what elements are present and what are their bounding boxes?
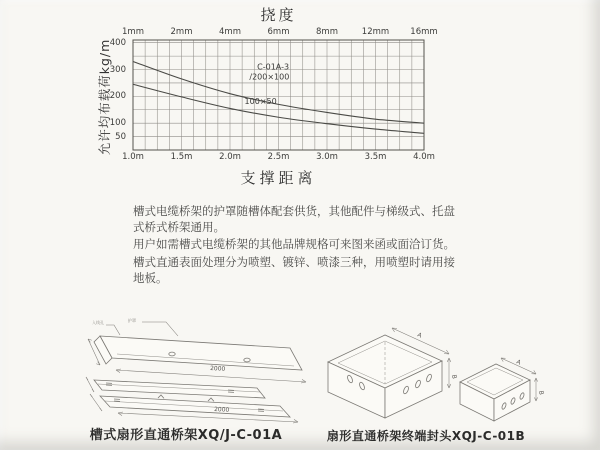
endcap1-height-dim-text: B <box>450 374 458 380</box>
top-tick-label: 1mm <box>122 27 144 37</box>
x-tick-label: 3.5m <box>364 152 387 162</box>
endcap-drawing-svg <box>310 322 545 424</box>
x-tick-label: 2.5m <box>267 152 290 162</box>
y-tick-label: 100 <box>109 118 126 129</box>
leader-line-2 <box>142 322 178 336</box>
leader-label-1: 入线孔 <box>92 320 104 325</box>
x-axis-ticks <box>122 152 435 164</box>
paragraph-cover-supply: 槽式电缆桥架的护罩随槽体配套供货，其他配件与梯级式、托盘式桥式桥架通用。 <box>133 204 455 235</box>
y-tick-label: 400 <box>109 37 126 48</box>
y-axis-label: 允许均布载荷kg/m <box>97 38 112 156</box>
deflection-plot-area <box>133 40 424 150</box>
x-tick-label: 4.0m <box>413 152 435 162</box>
tray-drawing-svg <box>62 314 310 422</box>
leader-line-1 <box>106 325 120 335</box>
x-tick-label: 1.0m <box>122 152 144 162</box>
cover-panel-face <box>100 336 302 370</box>
tray-drawing <box>62 314 310 426</box>
description-text <box>133 203 455 287</box>
endcap-drawing-caption: 扇形直通桥架终端封头XQJ-C-01B <box>326 429 526 443</box>
curve-label-2: /200×100 <box>249 72 290 82</box>
paragraph-custom-order: 用户如需槽式电缆桥架的其他品牌规格可来图来函或面洽订货。 <box>133 237 455 252</box>
y-tick-label: 300 <box>109 64 126 75</box>
y-tick-label: 200 <box>109 91 126 102</box>
tray-rail-upper <box>94 380 265 398</box>
leader-label-2: 护罩 <box>128 318 136 323</box>
curve-label-3: 100×50 <box>244 96 277 106</box>
x-axis-label: 支撑距离 <box>240 169 317 187</box>
y-axis-ticks <box>95 37 128 150</box>
endcap-drawing <box>310 322 545 428</box>
endcap2-height-dim-text: B <box>537 390 545 396</box>
tray-rail-lower <box>100 396 290 417</box>
endcap2-width-dim-text: A <box>515 358 522 367</box>
tray-drawing-caption: 槽式扇形直通桥架XQ/J-C-01A <box>89 428 283 443</box>
chart-title: 挠度 <box>260 6 297 24</box>
curve-label-1: C-01A-3 <box>257 62 290 72</box>
y-tick-label: 50 <box>115 131 126 142</box>
top-axis-ticks <box>122 27 438 39</box>
paragraph-surface-treatment: 槽式直通表面处理分为喷塑、镀锌、喷漆三种，用喷塑时请用接地板。 <box>133 254 455 285</box>
x-tick-label: 1.5m <box>170 152 193 162</box>
x-tick-label: 3.0m <box>316 152 338 162</box>
top-tick-label: 12mm <box>361 27 390 37</box>
x-tick-label: 2.0m <box>219 152 241 162</box>
cover-length-dim-text: 2000 <box>209 365 226 373</box>
top-tick-label: 8mm <box>316 27 338 37</box>
body-length-dim-text: 2000 <box>213 406 230 414</box>
top-tick-label: 4mm <box>219 27 241 37</box>
top-tick-label: 16mm <box>410 27 438 37</box>
endcap1-width-dim-text: A <box>416 331 423 340</box>
top-tick-label: 6mm <box>267 27 290 37</box>
top-tick-label: 2mm <box>170 27 193 37</box>
